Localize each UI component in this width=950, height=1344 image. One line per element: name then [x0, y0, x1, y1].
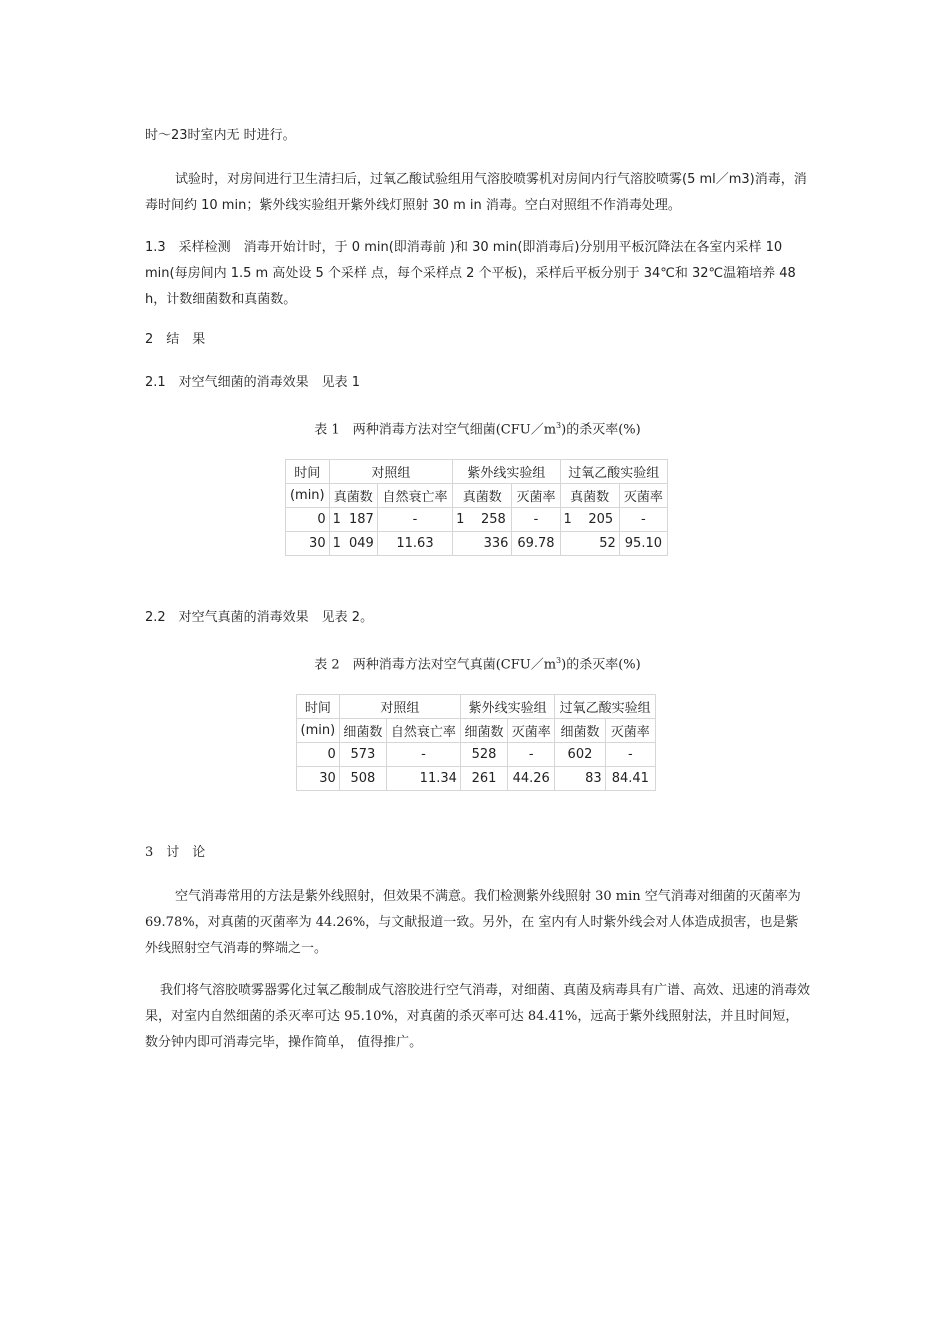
cell-pa-kill: -: [605, 743, 655, 767]
table1-caption-main: 表 1 两种消毒方法对空气细菌(CFU／m: [314, 422, 557, 438]
cell-uv-kill: -: [508, 743, 555, 767]
table-row: [297, 743, 656, 767]
table2-fungi: [296, 694, 656, 791]
cell-uv-count: 336: [453, 532, 512, 556]
paragraph-discussion-uv: 空气消毒常用的方法是紫外线照射，但效果不满意。我们检测紫外线照射 30 min 空气消毒对细菌的灭菌率为 69.78%，对真菌的灭菌率为 44.26%，与文献报道一致。另外，在 室内有人时紫外线会对人体造成损害，也是紫外线照射空气消毒的弊端之一。: [145, 889, 801, 956]
header-pa-group: 过氧乙酸实验组: [560, 460, 667, 484]
section-heading-results: 2 结 果: [145, 332, 206, 347]
cell-natural-rate: -: [386, 743, 460, 767]
cell-natural-rate: -: [377, 508, 452, 532]
table1-caption-sup: 3: [556, 421, 562, 430]
header-control-group: 对照组: [339, 695, 460, 719]
header-time: 时间: [286, 460, 330, 484]
cell-uv-count: [453, 508, 512, 532]
table-header-row: [297, 695, 656, 719]
cell-pa-kill: -: [619, 508, 667, 532]
cell-uv-count-a: 1: [456, 512, 465, 527]
cell-uv-count-b: 258: [480, 512, 506, 527]
paragraph-test-method: 试验时，对房间进行卫生清扫后，过氧乙酸试验组用气溶胶喷雾机对房间内行气溶胶喷雾(5 ml／m3)消毒，消毒时间约 10 min；紫外线实验组开紫外线灯照射 30 m in 消毒。空白对照组不作消毒处理。: [145, 172, 807, 213]
header-pa-group: 过氧乙酸实验组: [555, 695, 656, 719]
table-subheader-row: [286, 484, 668, 508]
table-row: [286, 532, 668, 556]
header-count: 真菌数: [329, 484, 377, 508]
cell-uv-count: 261: [460, 767, 507, 791]
cell-pa-count: 83: [555, 767, 605, 791]
cell-pa-count: 52: [560, 532, 619, 556]
header-kill-rate: 灭菌率: [605, 719, 655, 743]
table2-caption-end: )的杀灭率(%): [561, 657, 641, 673]
table-subheader-row: [297, 719, 656, 743]
section-heading-discussion: 3 讨 论: [145, 845, 206, 860]
header-uv-group: 紫外线实验组: [460, 695, 554, 719]
cell-time: 0: [286, 508, 330, 532]
table1-bacteria: [285, 459, 668, 556]
cell-control-count-b: 049: [345, 532, 378, 556]
header-kill-rate: 灭菌率: [512, 484, 560, 508]
header-kill-rate: 灭菌率: [508, 719, 555, 743]
paragraph-discussion-aerosol: 我们将气溶胶喷雾器雾化过氧乙酸制成气溶胶进行空气消毒，对细菌、真菌及病毒具有广谱、高效、迅速的消毒效果，对室内自然细菌的杀灭率可达 95.10%，对真菌的杀灭率可达 84.41%，远高于紫外线照射法，并且时间短，数分钟内即可消毒完毕，操作简单， 值得推广。: [145, 983, 811, 1050]
cell-control-count-a: 1: [329, 508, 344, 532]
header-uv-group: 紫外线实验组: [453, 460, 560, 484]
cell-pa-count: 602: [555, 743, 605, 767]
header-count: 细菌数: [460, 719, 507, 743]
header-count: 真菌数: [560, 484, 619, 508]
table-row: [286, 508, 668, 532]
header-unit: (min): [297, 719, 340, 743]
cell-control-count: 508: [339, 767, 386, 791]
cell-pa-count: [560, 508, 619, 532]
table2-caption: [145, 651, 810, 675]
cell-pa-count-b: 205: [588, 512, 614, 527]
cell-pa-kill: 84.41: [605, 767, 655, 791]
cell-time: 30: [297, 767, 340, 791]
header-count: 细菌数: [555, 719, 605, 743]
header-unit: (min): [286, 484, 330, 508]
cell-control-count: 573: [339, 743, 386, 767]
cell-pa-kill: 95.10: [619, 532, 667, 556]
cell-uv-kill: -: [512, 508, 560, 532]
header-count: 真菌数: [453, 484, 512, 508]
cell-uv-kill: 44.26: [508, 767, 555, 791]
cell-time: 0: [297, 743, 340, 767]
cell-uv-kill: 69.78: [512, 532, 560, 556]
paragraph-continuation: 时～23时室内无 时进行。: [145, 128, 296, 143]
table1-caption-end: )的杀灭率(%): [561, 422, 641, 438]
cell-time: 30: [286, 532, 330, 556]
cell-uv-count: 528: [460, 743, 507, 767]
cell-natural-rate: 11.34: [386, 767, 460, 791]
cell-control-count-a: 1: [329, 532, 344, 556]
table2-caption-main: 表 2 两种消毒方法对空气真菌(CFU／m: [314, 657, 557, 673]
header-kill-rate: 灭菌率: [619, 484, 667, 508]
cell-control-count-b: 187: [345, 508, 378, 532]
header-time: 时间: [297, 695, 340, 719]
header-count: 细菌数: [339, 719, 386, 743]
subsection-heading-fungi: 2.2 对空气真菌的消毒效果 见表 2。: [145, 610, 374, 625]
table-row: [297, 767, 656, 791]
cell-natural-rate: 11.63: [377, 532, 452, 556]
table2-caption-sup: 3: [556, 656, 562, 665]
header-control-group: 对照组: [329, 460, 453, 484]
cell-pa-count-a: 1: [563, 512, 572, 527]
subsection-heading-bacteria: 2.1 对空气细菌的消毒效果 见表 1: [145, 375, 361, 390]
header-natural-rate: 自然衰亡率: [377, 484, 452, 508]
table-header-row: [286, 460, 668, 484]
paragraph-sampling: 1.3 采样检测 消毒开始计时，于 0 min(即消毒前 )和 30 min(即消毒后)分别用平板沉降法在各室内采样 10 min(每房间内 1.5 m 高处设 5 个采样 点，每个采样点 2 个平板)，采样后平板分别于 34℃和 32℃温箱培养 48 h，计数细菌数和真菌数。: [145, 240, 796, 307]
table1-caption: [145, 416, 810, 440]
header-natural-rate: 自然衰亡率: [386, 719, 460, 743]
